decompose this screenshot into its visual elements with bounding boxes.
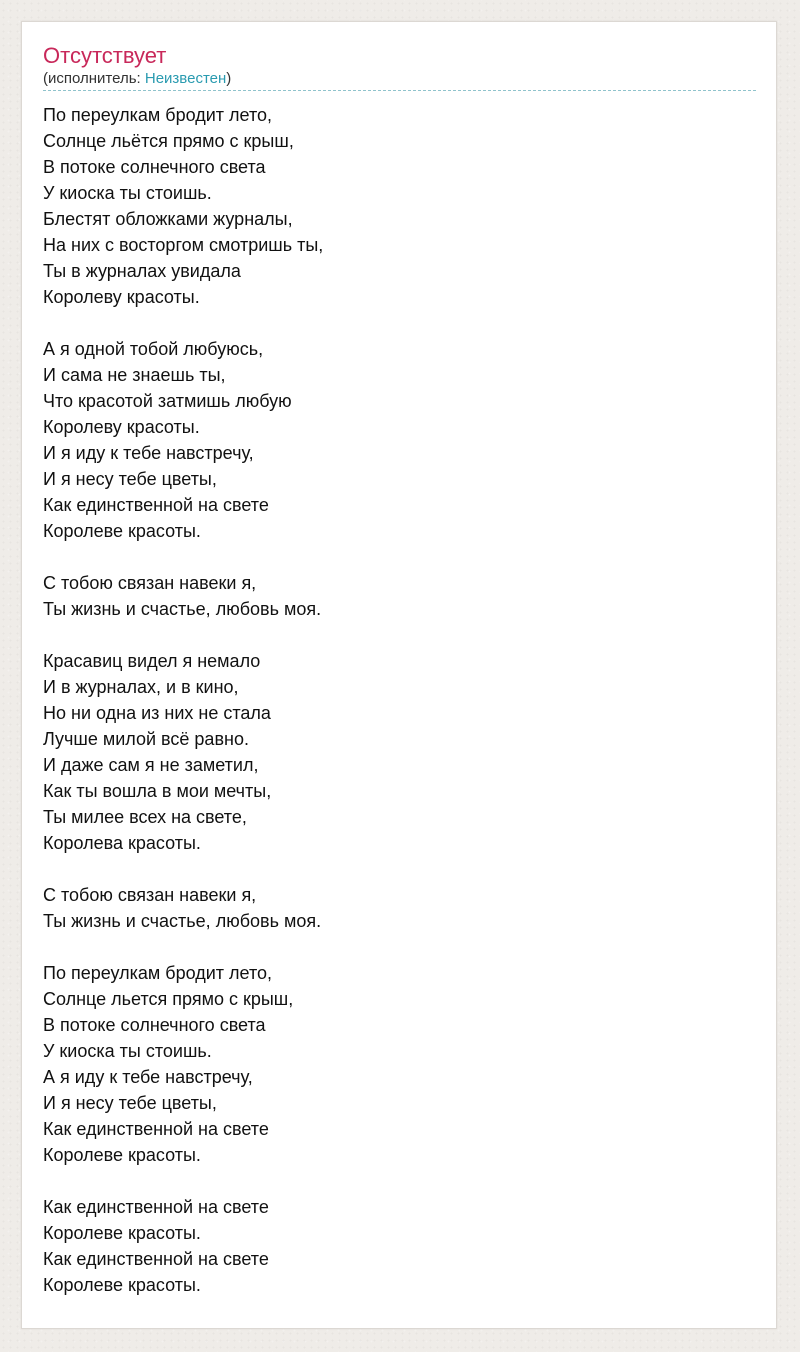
lyrics-stanza bbox=[43, 102, 756, 310]
lyrics-line: По переулкам бродит лето, bbox=[43, 963, 272, 983]
lyrics-line: С тобою связан навеки я, bbox=[43, 573, 257, 593]
lyrics-line: Как ты вошла в мои мечты, bbox=[43, 781, 272, 801]
lyrics-line: У киоска ты стоишь. bbox=[43, 183, 212, 203]
lyrics-line: В потоке солнечного света bbox=[43, 157, 266, 177]
lyrics-line: Солнце льётся прямо с крыш, bbox=[43, 131, 294, 151]
lyrics-line: Как единственной на свете bbox=[43, 1119, 269, 1139]
lyrics-line: Но ни одна из них не стала bbox=[43, 703, 271, 723]
lyrics-line: По переулкам бродит лето, bbox=[43, 105, 272, 125]
lyrics-line: Королеву красоты. bbox=[43, 287, 200, 307]
lyrics-line: Блестят обложками журналы, bbox=[43, 209, 293, 229]
lyrics-line: Ты жизнь и счастье, любовь моя. bbox=[43, 911, 322, 931]
lyrics-line: Королеву красоты. bbox=[43, 417, 200, 437]
lyrics-line: И даже сам я не заметил, bbox=[43, 755, 259, 775]
lyrics-line: И я несу тебе цветы, bbox=[43, 1093, 217, 1113]
lyrics-stanza bbox=[43, 1194, 756, 1298]
lyrics-line: Что красотой затмишь любую bbox=[43, 391, 292, 411]
lyrics-line: И я иду к тебе навстречу, bbox=[43, 443, 254, 463]
lyrics-body bbox=[43, 102, 756, 1298]
artist-line bbox=[43, 70, 756, 91]
song-title: Отсутствует bbox=[43, 43, 167, 68]
lyrics-line: Королеве красоты. bbox=[43, 1275, 201, 1295]
lyrics-line: Ты в журналах увидала bbox=[43, 261, 241, 281]
lyrics-stanza bbox=[43, 648, 756, 856]
lyrics-line: Королева красоты. bbox=[43, 833, 201, 853]
artist-prefix: (исполнитель: bbox=[43, 70, 145, 87]
lyrics-line: Королеве красоты. bbox=[43, 1145, 201, 1165]
artist-suffix: ) bbox=[226, 70, 232, 87]
lyrics-line: С тобою связан навеки я, bbox=[43, 885, 257, 905]
lyrics-line: А я одной тобой любуюсь, bbox=[43, 339, 264, 359]
lyrics-line: Ты жизнь и счастье, любовь моя. bbox=[43, 599, 322, 619]
lyrics-stanza bbox=[43, 570, 756, 622]
lyrics-line: Королеве красоты. bbox=[43, 1223, 201, 1243]
lyrics-line: Как единственной на свете bbox=[43, 495, 269, 515]
lyrics-line: Как единственной на свете bbox=[43, 1249, 269, 1269]
lyrics-line: На них с восторгом смотришь ты, bbox=[43, 235, 324, 255]
lyrics-line: В потоке солнечного света bbox=[43, 1015, 266, 1035]
lyrics-stanza bbox=[43, 960, 756, 1168]
lyrics-line: Красавиц видел я немало bbox=[43, 651, 261, 671]
lyrics-line: Лучше милой всё равно. bbox=[43, 729, 249, 749]
lyrics-line: Как единственной на свете bbox=[43, 1197, 269, 1217]
lyrics-line: У киоска ты стоишь. bbox=[43, 1041, 212, 1061]
lyrics-line: Солнце льется прямо с крыш, bbox=[43, 989, 294, 1009]
lyrics-card bbox=[21, 21, 777, 1329]
lyrics-line: Королеве красоты. bbox=[43, 521, 201, 541]
lyrics-stanza bbox=[43, 882, 756, 934]
lyrics-stanza bbox=[43, 336, 756, 544]
lyrics-line: А я иду к тебе навстречу, bbox=[43, 1067, 253, 1087]
artist-link[interactable]: Неизвестен bbox=[144, 70, 227, 87]
lyrics-line: Ты милее всех на свете, bbox=[43, 807, 247, 827]
lyrics-line: И в журналах, и в кино, bbox=[43, 677, 239, 697]
lyrics-line: И я несу тебе цветы, bbox=[43, 469, 217, 489]
lyrics-line: И сама не знаешь ты, bbox=[43, 365, 226, 385]
